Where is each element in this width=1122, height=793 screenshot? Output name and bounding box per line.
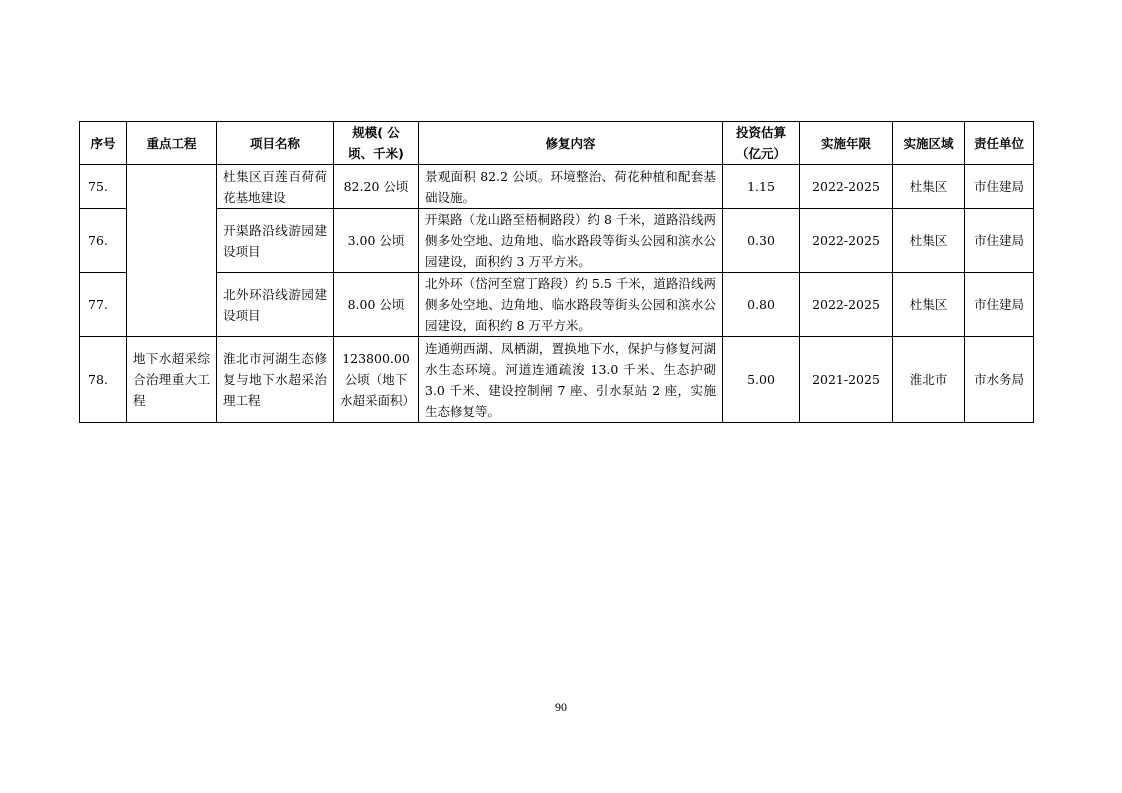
row-investment: 0.30 [723, 209, 800, 273]
header-area: 实施区域 [893, 122, 965, 165]
row-scale: 3.00 公顷 [334, 209, 419, 273]
row-area: 杜集区 [893, 165, 965, 209]
row-investment: 5.00 [723, 337, 800, 423]
row-unit: 市住建局 [965, 273, 1034, 337]
row-no: 76. [80, 209, 127, 273]
row-scale: 82.20 公顷 [334, 165, 419, 209]
row-scale: 123800.00 公顷（地下水超采面积） [334, 337, 419, 423]
row-years: 2022-2025 [800, 165, 893, 209]
table-row [80, 209, 1034, 273]
header-years: 实施年限 [800, 122, 893, 165]
row-years: 2021-2025 [800, 337, 893, 423]
page-number: 90 [555, 700, 567, 714]
row-scale: 8.00 公顷 [334, 273, 419, 337]
row-project-name: 北外环沿线游园建设项目 [217, 273, 334, 337]
row-key-project: 地下水超采综合治理重大工程 [127, 337, 217, 423]
row-no: 75. [80, 165, 127, 209]
row-investment: 0.80 [723, 273, 800, 337]
row-content: 连通朔西湖、凤栖湖，置换地下水，保护与修复河湖水生态环境。河道连通疏浚 13.0 千米、生态护砌 3.0 千米、建设控制闸 7 座、引水泵站 2 座，实施生态修复等。 [419, 337, 723, 423]
row-years: 2022-2025 [800, 209, 893, 273]
row-project-name: 淮北市河湖生态修复与地下水超采治理工程 [217, 337, 334, 423]
row-area: 杜集区 [893, 273, 965, 337]
row-project-name: 杜集区百莲百荷荷花基地建设 [217, 165, 334, 209]
row-area: 淮北市 [893, 337, 965, 423]
projects-table [79, 121, 1034, 423]
header-content: 修复内容 [419, 122, 723, 165]
header-key-project: 重点工程 [127, 122, 217, 165]
header-no: 序号 [80, 122, 127, 165]
row-unit: 市水务局 [965, 337, 1034, 423]
header-scale: 规模( 公顷、千米) [334, 122, 419, 165]
table-row [80, 273, 1034, 337]
row-content: 开渠路（龙山路至梧桐路段）约 8 千米，道路沿线两侧多处空地、边角地、临水路段等街头公园和滨水公园建设，面积约 3 万平方米。 [419, 209, 723, 273]
row-key-project [127, 165, 217, 337]
row-no: 78. [80, 337, 127, 423]
header-unit: 责任单位 [965, 122, 1034, 165]
row-unit: 市住建局 [965, 165, 1034, 209]
row-area: 杜集区 [893, 209, 965, 273]
header-investment: 投资估算（亿元） [723, 122, 800, 165]
row-investment: 1.15 [723, 165, 800, 209]
row-unit: 市住建局 [965, 209, 1034, 273]
table-row [80, 337, 1034, 423]
table-row [80, 165, 1034, 209]
table-header-row [80, 122, 1034, 165]
row-no: 77. [80, 273, 127, 337]
row-content: 景观面积 82.2 公顷。环境整治、荷花种植和配套基础设施。 [419, 165, 723, 209]
header-project-name: 项目名称 [217, 122, 334, 165]
row-years: 2022-2025 [800, 273, 893, 337]
row-content: 北外环（岱河至窟丁路段）约 5.5 千米，道路沿线两侧多处空地、边角地、临水路段等街头公园和滨水公园建设，面积约 8 万平方米。 [419, 273, 723, 337]
row-project-name: 开渠路沿线游园建设项目 [217, 209, 334, 273]
